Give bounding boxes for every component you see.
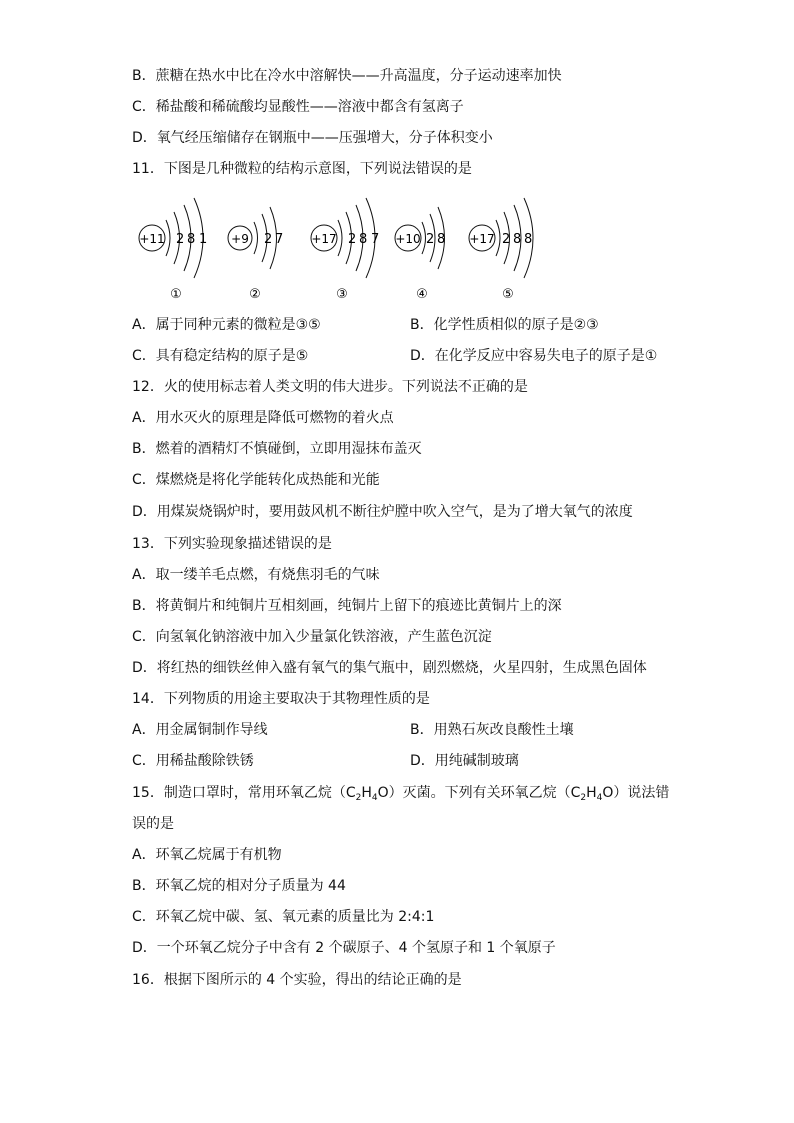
atom-1-shell-3: 1 — [199, 232, 208, 247]
atom-2-shell-2: 7 — [275, 232, 284, 247]
q10-option-c: C．稀盐酸和稀硫酸均显酸性——溶液中都含有氢离子 — [132, 99, 464, 115]
q11-stem: 11．下图是几种微粒的结构示意图，下列说法错误的是 — [132, 161, 472, 177]
q13-option-d: D．将红热的细铁丝伸入盛有氧气的集气瓶中，剧烈燃烧，火星四射，生成黑色固体 — [132, 660, 647, 676]
atom-structure-diagram — [130, 190, 550, 310]
q13-stem: 13．下列实验现象描述错误的是 — [132, 536, 332, 552]
q15-text-4: H — [586, 785, 597, 801]
atom-4-shell-2: 8 — [437, 232, 446, 247]
q11-option-d: D．在化学反应中容易失电子的原子是① — [410, 348, 658, 364]
q12-stem: 12．火的使用标志着人类文明的伟大进步。下列说法不正确的是 — [132, 379, 528, 395]
q13-option-b: B．将黄铜片和纯铜片互相刻画，纯铜片上留下的痕迹比黄铜片上的深 — [132, 598, 562, 614]
q14-stem: 14．下列物质的用途主要取决于其物理性质的是 — [132, 691, 430, 707]
q15-sub-1: 2 — [355, 793, 362, 803]
q12-option-c: C．煤燃烧是将化学能转化成热能和光能 — [132, 472, 380, 488]
atom-4-label: ④ — [416, 287, 428, 302]
atom-3 — [311, 198, 379, 302]
q15-text-2: H — [361, 785, 372, 801]
atom-2-shell-1: 2 — [264, 232, 273, 247]
q15-option-c: C．环氧乙烷中碳、氢、氧元素的质量比为 2:4:1 — [132, 909, 435, 925]
q15-text-3: O）灭菌。下列有关环氧乙烷（C — [377, 785, 581, 801]
atom-5 — [469, 198, 533, 302]
atom-1-nucleus: +11 — [139, 232, 165, 246]
q15-sub-2: 4 — [371, 793, 378, 803]
atom-4 — [395, 207, 445, 302]
atom-3-shell-1: 2 — [348, 232, 357, 247]
atom-1-label: ① — [170, 287, 182, 302]
q15-sub-4: 4 — [596, 793, 603, 803]
atom-2 — [228, 207, 283, 302]
atom-5-nucleus: +17 — [469, 232, 495, 246]
q12-option-d: D．用煤炭烧锅炉时，要用鼓风机不断往炉膛中吹入空气，是为了增大氧气的浓度 — [132, 504, 633, 520]
q16-stem: 16．根据下图所示的 4 个实验，得出的结论正确的是 — [132, 972, 462, 988]
q14-option-c: C．用稀盐酸除铁锈 — [132, 753, 254, 769]
atom-5-shell-2: 8 — [513, 232, 522, 247]
atom-5-label: ⑤ — [502, 287, 514, 302]
atom-3-label: ③ — [336, 287, 348, 302]
q14-option-a: A．用金属铜制作导线 — [132, 722, 268, 738]
q15-stem-continued: 误的是 — [132, 816, 174, 832]
atom-4-shell-1: 2 — [426, 232, 435, 247]
q15-sub-3: 2 — [580, 793, 587, 803]
atom-3-shell-2: 8 — [359, 232, 368, 247]
q15-option-d: D．一个环氧乙烷分子中含有 2 个碳原子、4 个氢原子和 1 个氧原子 — [132, 940, 556, 956]
q15-stem — [132, 784, 669, 802]
q10-option-d: D．氧气经压缩储存在钢瓶中——压强增大，分子体积变小 — [132, 130, 493, 146]
atom-2-label: ② — [249, 287, 261, 302]
atom-1 — [139, 198, 207, 302]
q13-option-c: C．向氢氧化钠溶液中加入少量氯化铁溶液，产生蓝色沉淀 — [132, 629, 492, 645]
q14-option-b: B．用熟石灰改良酸性土壤 — [410, 722, 574, 738]
q11-option-c: C．具有稳定结构的原子是⑤ — [132, 348, 309, 364]
q13-option-a: A．取一缕羊毛点燃，有烧焦羽毛的气味 — [132, 567, 380, 583]
atom-4-nucleus: +10 — [395, 232, 421, 246]
q10-option-b: B．蔗糖在热水中比在冷水中溶解快——升高温度，分子运动速率加快 — [132, 68, 562, 84]
atom-1-shell-1: 2 — [176, 232, 185, 247]
q11-option-b: B．化学性质相似的原子是②③ — [410, 317, 599, 333]
q15-option-a: A．环氧乙烷属于有机物 — [132, 847, 282, 863]
atom-3-shell-3: 7 — [371, 232, 380, 247]
q15-text-5: O）说法错 — [602, 785, 670, 801]
atom-5-shell-3: 8 — [524, 232, 533, 247]
q12-option-b: B．燃着的酒精灯不慎碰倒，立即用湿抹布盖灭 — [132, 441, 422, 457]
q15-option-b: B．环氧乙烷的相对分子质量为 44 — [132, 878, 346, 894]
atom-5-shell-1: 2 — [502, 232, 511, 247]
q15-text-1: 15．制造口罩时，常用环氧乙烷（C — [132, 785, 356, 801]
q11-option-a: A．属于同种元素的微粒是③⑤ — [132, 317, 321, 333]
q12-option-a: A．用水灭火的原理是降低可燃物的着火点 — [132, 410, 394, 426]
q14-option-d: D．用纯碱制玻璃 — [410, 753, 519, 769]
atom-2-nucleus: +9 — [231, 232, 249, 246]
atom-1-shell-2: 8 — [187, 232, 196, 247]
atom-3-nucleus: +17 — [311, 232, 337, 246]
